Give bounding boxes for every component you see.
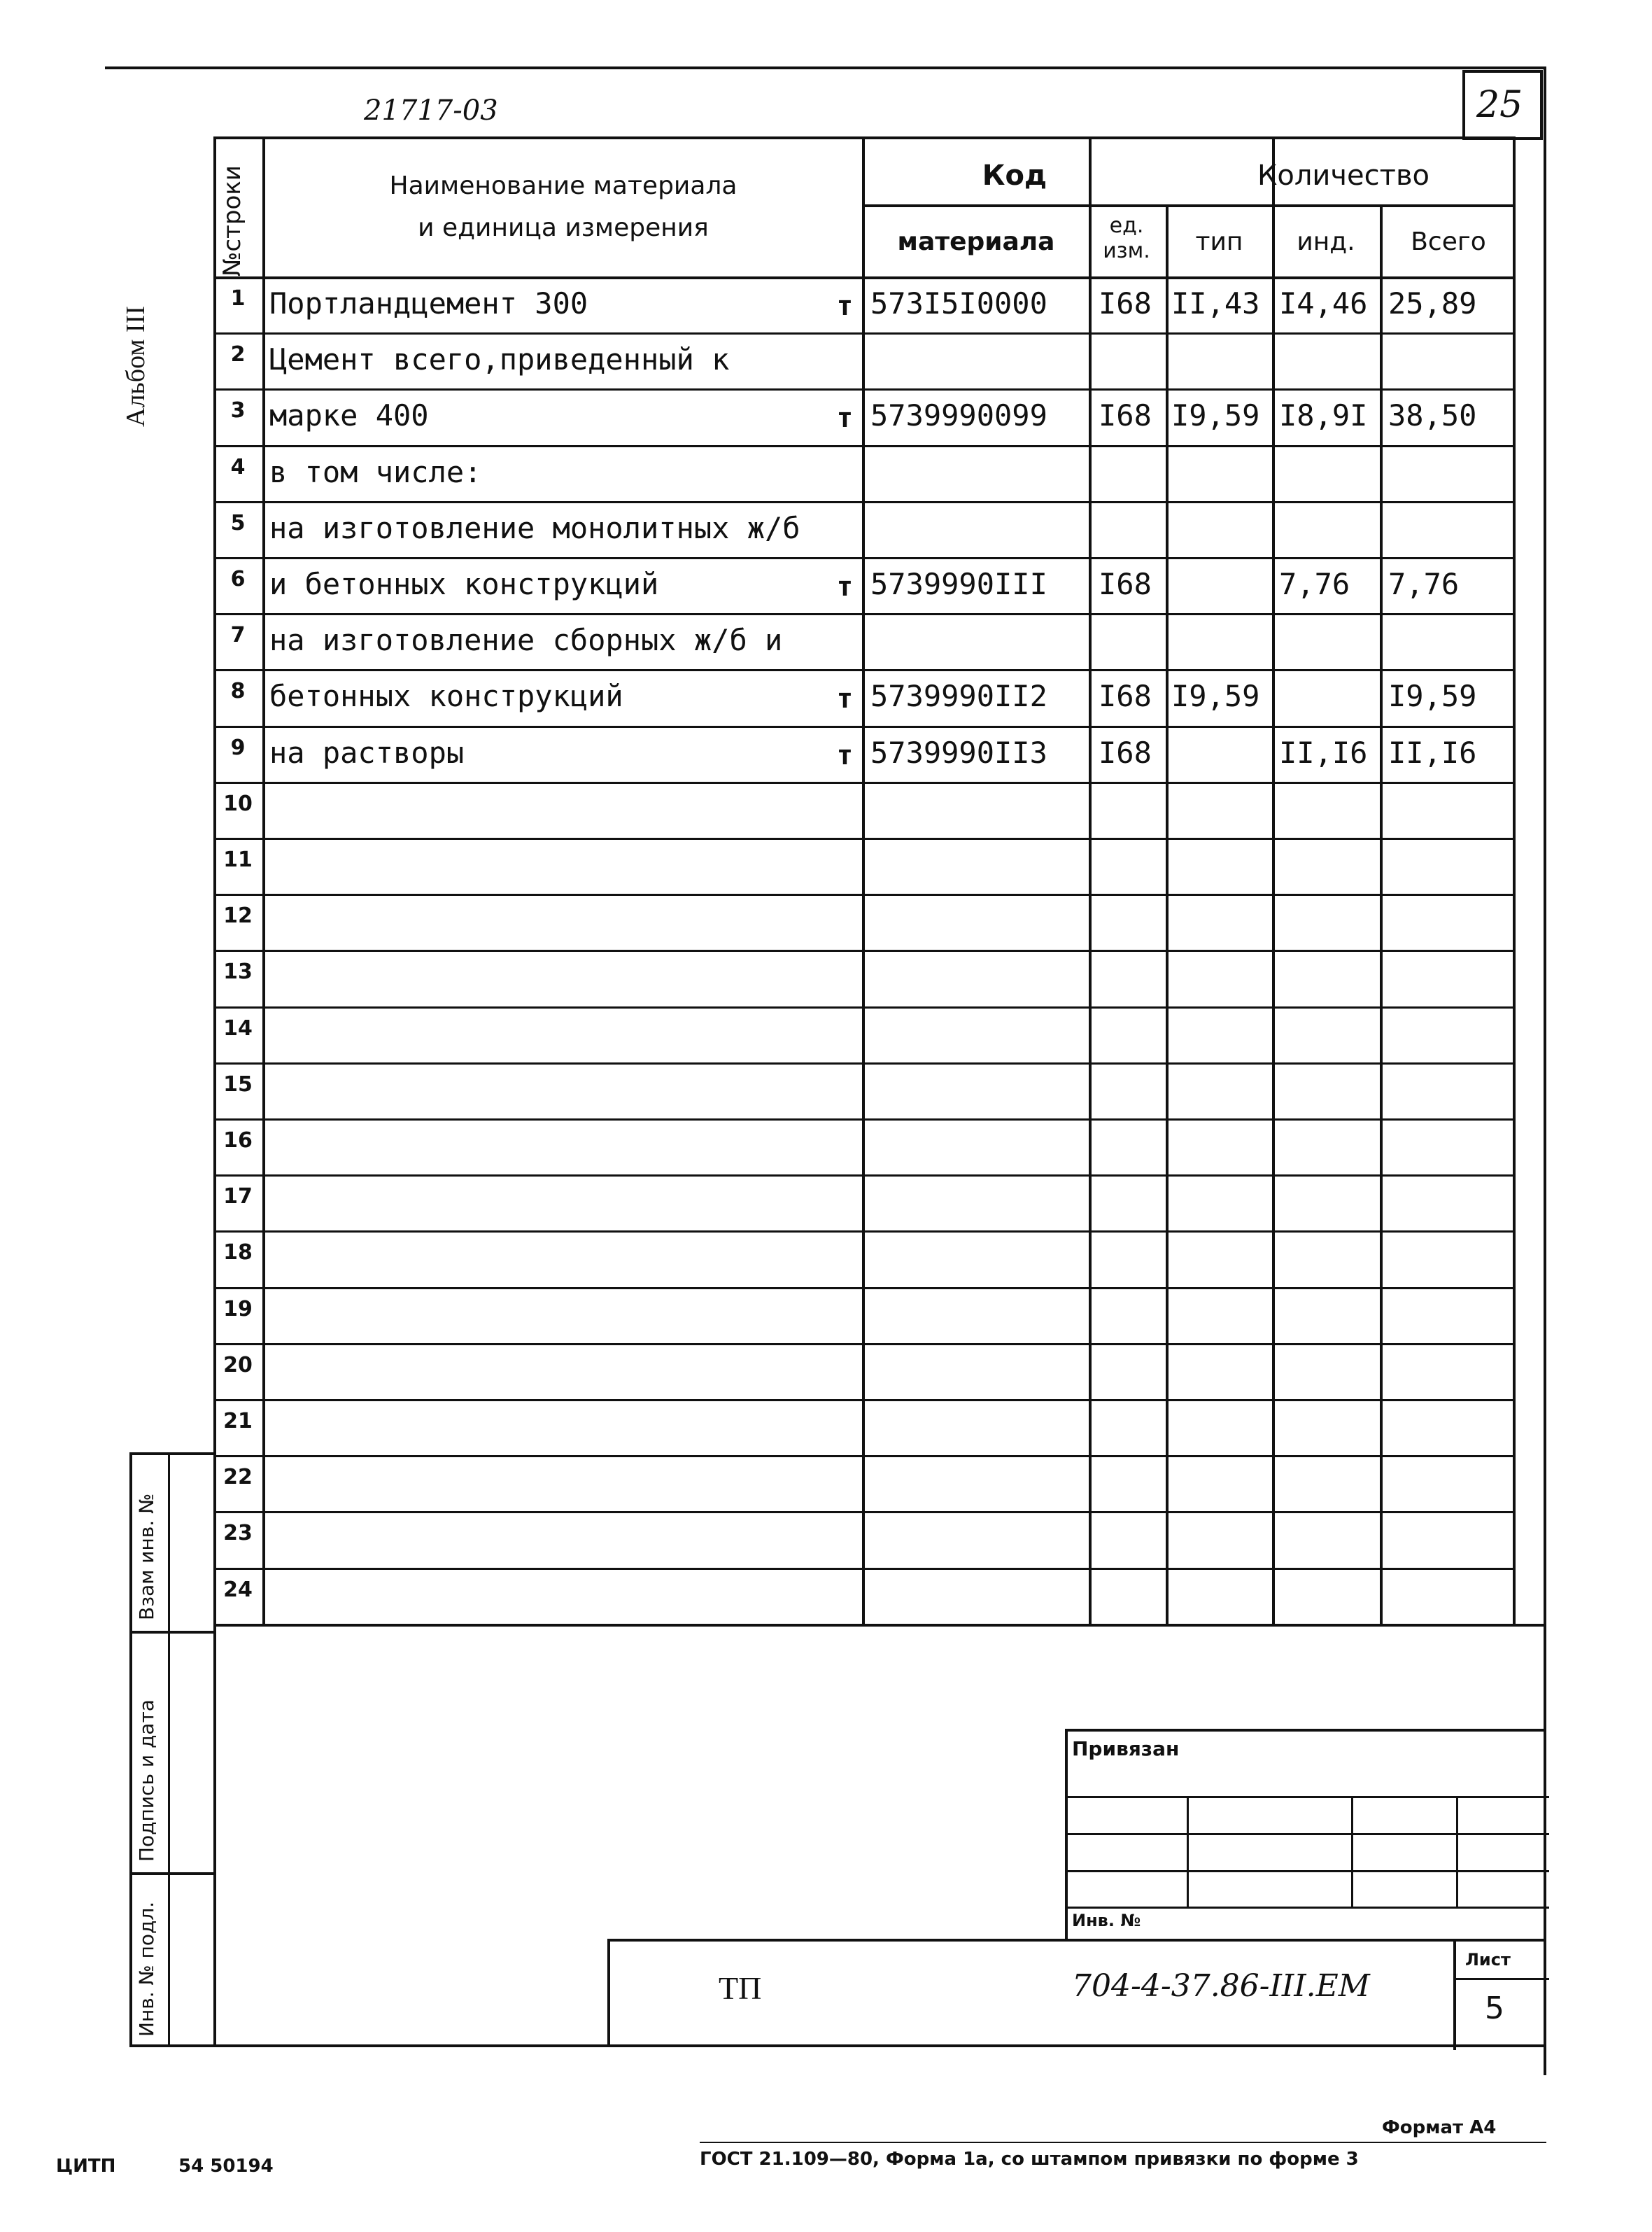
header-qty-type: тип [1195,227,1243,256]
header-name-line2: и единица измерения [418,213,709,242]
material-code: 5739990II2 [870,679,1047,714]
sheet-box-line [1453,1942,1456,2050]
qty-total: 7,76 [1388,567,1460,601]
row-number: 24 [223,1577,253,1602]
binding-line-3 [1068,1870,1549,1872]
material-unit: т [837,290,853,321]
binding-line-2 [1068,1833,1549,1835]
table-header-mid-line [862,204,1516,207]
table-col-line [1089,136,1092,1624]
row-number: 19 [223,1296,253,1321]
row-number: 12 [223,904,253,929]
side-label-sign-date: Подпись и дата [135,1699,158,1862]
qty-total: 38,50 [1388,398,1477,433]
sheet-label: Лист [1465,1950,1511,1970]
row-number: 22 [223,1465,253,1490]
qty-ind: I8,9I [1279,398,1368,433]
table-col-line [1513,136,1516,1624]
row-number: 5 [230,510,246,535]
qty-type: II,43 [1171,286,1260,321]
binding-line-1 [1068,1796,1549,1798]
binding-vline-1 [1187,1796,1189,1908]
page-number: 25 [1476,84,1523,126]
material-name: бетонных конструкций [269,679,623,714]
unit-code: I68 [1099,735,1152,770]
binding-vline-2 [1351,1796,1353,1908]
material-unit: т [837,683,853,715]
row-number: 21 [223,1409,253,1433]
qty-type: I9,59 [1171,679,1260,714]
row-number: 7 [230,623,246,648]
table-left-extension-line [213,1624,216,2047]
side-stamp-line-left [129,1452,132,2047]
header-code: Код [982,160,1047,192]
row-number: 6 [230,567,246,591]
table-col-line [1380,204,1383,1624]
album-label: Альбом III [121,306,150,427]
material-name: и бетонных конструкций [269,567,659,601]
material-name: на изготовление сборных ж/б и [269,623,783,658]
material-unit: т [837,571,853,602]
qty-type: I9,59 [1171,398,1260,433]
side-label-inv-original: Инв. № подл. [135,1901,158,2037]
qty-total: II,I6 [1388,735,1477,770]
row-number: 10 [223,791,253,816]
sheet-number: 5 [1485,1991,1504,2026]
sheet-box-divider [1453,1978,1549,1980]
row-number: 4 [230,454,246,479]
row-number: 15 [223,1072,253,1097]
row-number: 20 [223,1352,253,1377]
material-unit: т [837,739,853,771]
doc-code: 21717-03 [364,94,498,127]
side-stamp-line-4 [129,2044,213,2047]
material-unit: т [837,402,853,434]
unit-code: I68 [1099,567,1152,601]
title-block [607,1939,1546,2047]
table-col-line [213,136,216,1624]
row-number: 17 [223,1184,253,1209]
material-name: на растворы [269,735,465,770]
footer-rule [700,2142,1546,2143]
material-name: в том числе: [269,454,482,489]
header-code-material: материала [897,227,1055,256]
qty-ind: 7,76 [1279,567,1350,601]
row-number: 8 [230,679,246,704]
table-col-line [1272,136,1275,1624]
row-number: 3 [230,398,246,423]
row-number: 1 [230,286,246,311]
material-code: 573I5I0000 [870,286,1047,321]
side-stamp-line-mid [168,1452,170,2047]
doc-designation: 704-4-37.86-III.ЕМ [1072,1968,1370,2004]
row-number: 23 [223,1521,253,1546]
header-code-unit: ед. изм. [1103,213,1150,263]
row-number: 13 [223,960,253,985]
header-qty-total: Всего [1411,227,1486,256]
table-col-line [862,136,865,1624]
material-name: марке 400 [269,398,429,433]
row-number: 2 [230,342,246,367]
table-col-line [262,136,265,1624]
table-bottom-line [213,1624,1546,1627]
material-code: 5739990II3 [870,735,1047,770]
row-number: 16 [223,1128,253,1153]
binding-label: Привязан [1072,1737,1180,1760]
binding-line-4 [1068,1907,1549,1909]
unit-code: I68 [1099,286,1152,321]
side-stamp-line-1 [129,1452,213,1455]
header-row-number: №строки [218,165,246,276]
side-label-inv-replace: Взам инв. № [135,1493,158,1620]
binding-vline-3 [1456,1796,1458,1908]
gost-note: ГОСТ 21.109—80, Форма 1а, со штампом привязки по форме 3 [700,2149,1359,2170]
qty-total: I9,59 [1388,679,1477,714]
qty-ind: I4,46 [1279,286,1368,321]
material-name: на изготовление монолитных ж/б [269,510,800,545]
side-stamp-line-3 [129,1872,213,1875]
unit-code: I68 [1099,679,1152,714]
tp-label: ТП [719,1970,762,2006]
header-qty-ind: инд. [1297,227,1355,256]
material-code: 5739990099 [870,398,1047,433]
row-number: 9 [230,735,246,760]
material-name: Цемент всего,приведенный к [269,342,730,377]
unit-code: I68 [1099,398,1152,433]
top-border-line [105,66,1546,69]
qty-ind: II,I6 [1279,735,1368,770]
binding-inv-label: Инв. № [1072,1911,1141,1930]
table-col-line [1166,204,1169,1624]
header-name-line1: Наименование материала [389,171,737,200]
qty-total: 25,89 [1388,286,1477,321]
order-number: 54 50194 [178,2156,274,2177]
binding-stamp [1065,1729,1546,1939]
format-label: Формат А4 [1382,2117,1497,2138]
row-number: 14 [223,1016,253,1041]
side-stamp-line-2 [129,1631,213,1634]
material-code: 5739990III [870,567,1047,601]
header-quantity: Количество [1257,160,1429,192]
row-number: 18 [223,1240,253,1265]
row-number: 11 [223,848,253,872]
publisher: ЦИТП [56,2156,116,2177]
material-name: Портландцемент 300 [269,286,588,321]
